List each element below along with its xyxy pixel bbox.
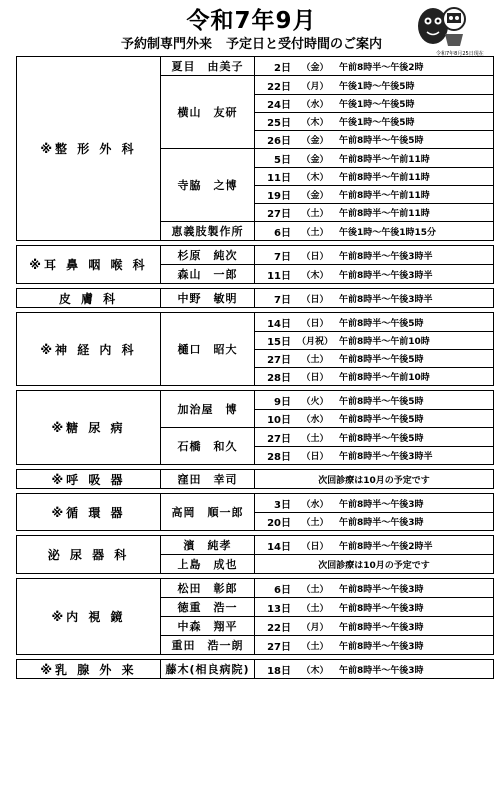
- doctor-row-group: [161, 391, 493, 427]
- doctor-row-group: [161, 148, 493, 221]
- hospital-mascot-logo-icon: [416, 4, 468, 48]
- schedule-time: 午前8時半～午後3時: [339, 603, 424, 614]
- schedule-slots: [255, 76, 493, 148]
- schedule-time: 午前8時半～午後3時: [339, 665, 424, 676]
- schedule-weekday: （金）: [301, 136, 329, 146]
- schedule-time: 午前8時半～午前11時: [339, 209, 430, 219]
- schedule-weekday: （水）: [301, 499, 329, 510]
- schedule-slots: [255, 428, 493, 464]
- schedule-weekday: （火）: [301, 396, 329, 407]
- schedule-weekday: （土）: [301, 603, 329, 614]
- schedule-time: 午前8時半～午後3時: [339, 518, 424, 528]
- schedule-row: [255, 555, 493, 573]
- schedule-slots: [255, 289, 493, 307]
- schedule-time: 午前8時半～午前11時: [339, 173, 430, 183]
- schedule-time: 午前8時半～午後3時: [339, 622, 424, 633]
- schedule-row: [255, 391, 493, 409]
- doctor-row-group: [161, 57, 493, 75]
- schedule-row: [255, 185, 493, 203]
- schedule-time: 午後1時～午後5時: [339, 118, 415, 128]
- doctor-name: 恵義肢製作所: [161, 222, 255, 240]
- schedule-row: [255, 470, 493, 488]
- schedule-time: 午前8時半～午後2時半: [339, 541, 433, 552]
- schedule-slots: [255, 57, 493, 75]
- doctor-list: [161, 470, 493, 488]
- schedule-row: [255, 367, 493, 385]
- schedule-day: 2日: [274, 62, 291, 74]
- department-block: [16, 312, 494, 386]
- doctor-name: 松田 彰郎: [161, 579, 255, 597]
- doctor-row-group: [161, 427, 493, 464]
- department-name: ※耳 鼻 咽 喉 科: [17, 246, 161, 283]
- doctor-name: 藤木(相良病院): [161, 660, 255, 678]
- department-name: ※乳 腺 外 来: [17, 660, 161, 678]
- schedule-day: 5日: [274, 154, 291, 166]
- schedule-time: 午後1時～午後1時15分: [339, 227, 437, 238]
- department-name: ※呼 吸 器: [17, 470, 161, 488]
- schedule-slots: [255, 494, 493, 530]
- doctor-name: 上島 成也: [161, 555, 255, 573]
- schedule-row: [255, 598, 493, 616]
- doctor-name: 濱 純孝: [161, 536, 255, 554]
- schedule-time: 午前8時半～午後5時: [339, 318, 424, 329]
- schedule-day: 9日: [274, 396, 291, 408]
- schedule-slots: [255, 470, 493, 488]
- schedule-day: 27日: [267, 433, 291, 445]
- schedule-day: 28日: [267, 452, 291, 463]
- department-block: [16, 390, 494, 465]
- schedule-row: [255, 112, 493, 130]
- doctor-list: [161, 660, 493, 678]
- schedule-slots: [255, 617, 493, 635]
- department-block: [16, 535, 494, 574]
- schedule-day: 20日: [267, 518, 291, 529]
- doctor-name: 夏目 由美子: [161, 57, 255, 75]
- department-name: ※神 経 内 科: [17, 313, 161, 385]
- schedule-weekday: （土）: [301, 433, 329, 444]
- schedule-slots: [255, 598, 493, 616]
- doctor-name: 窪田 幸司: [161, 470, 255, 488]
- department-name: ※内 視 鏡: [17, 579, 161, 654]
- schedule-day: 10日: [267, 415, 291, 426]
- subtitle-part-a: 予約制専門外来: [120, 37, 212, 52]
- schedule-time: 午前8時半～午後3時半: [339, 251, 433, 262]
- doctor-list: [161, 579, 493, 654]
- schedule-weekday: （日）: [301, 373, 329, 383]
- doctor-row-group: [161, 264, 493, 283]
- schedule-row: [255, 167, 493, 185]
- schedule-weekday: （木）: [301, 118, 329, 128]
- schedule-weekday: （日）: [301, 318, 329, 329]
- department-block: [16, 288, 494, 308]
- schedule-weekday: （土）: [301, 209, 329, 219]
- doctor-row-group: [161, 660, 493, 678]
- schedule-day: 7日: [274, 251, 291, 263]
- schedule-weekday: （金）: [301, 191, 329, 201]
- department-block: [16, 56, 494, 241]
- schedule-weekday: （土）: [301, 227, 329, 238]
- schedule-slots: [255, 246, 493, 264]
- subtitle-part-b: 予定日と受付時間のご案内: [226, 37, 383, 52]
- schedule-day: 19日: [267, 191, 291, 202]
- schedule-time: 午前8時半～午後3時: [339, 499, 424, 510]
- doctor-row-group: [161, 536, 493, 554]
- schedule-row: [255, 579, 493, 597]
- department-name: ※循 環 器: [17, 494, 161, 530]
- schedule-row: [255, 617, 493, 635]
- doctor-row-group: [161, 313, 493, 385]
- doctor-name: 徳重 浩一: [161, 598, 255, 616]
- schedule-time: 午前8時半～午後5時: [339, 415, 424, 425]
- doctor-name: 重田 浩一朗: [161, 636, 255, 654]
- schedule-day: 27日: [267, 355, 291, 366]
- schedule-row: [255, 331, 493, 349]
- schedule-row: [255, 660, 493, 678]
- schedule-weekday: （土）: [301, 518, 329, 528]
- schedule-day: 11日: [267, 173, 291, 184]
- doctor-list: [161, 313, 493, 385]
- schedule-day: 7日: [274, 294, 291, 306]
- doctor-row-group: [161, 246, 493, 264]
- schedule-day: 26日: [267, 136, 291, 147]
- schedule-slots: [255, 660, 493, 678]
- page-title: 令和7年9月: [186, 8, 317, 34]
- schedule-weekday: （金）: [301, 62, 329, 73]
- doctor-row-group: [161, 289, 493, 307]
- schedule-day: 27日: [267, 209, 291, 220]
- schedule-row: [255, 349, 493, 367]
- schedule-row: [255, 289, 493, 307]
- schedule-time: 午前8時半～午後2時: [339, 62, 424, 73]
- schedule-slots: [255, 579, 493, 597]
- schedule-time: 午前8時半～午前10時: [339, 373, 430, 383]
- schedule-slots: [255, 391, 493, 427]
- schedule-table: [16, 56, 494, 679]
- schedule-row: [255, 636, 493, 654]
- schedule-weekday: （月）: [301, 622, 329, 633]
- schedule-time: 午前8時半～午後5時: [339, 396, 424, 407]
- schedule-weekday: （日）: [301, 294, 329, 305]
- schedule-row: [255, 246, 493, 264]
- schedule-day: 14日: [267, 318, 291, 330]
- schedule-weekday: （木）: [301, 665, 329, 676]
- schedule-slots: [255, 636, 493, 654]
- schedule-weekday: （土）: [301, 641, 329, 652]
- schedule-slots: [255, 149, 493, 221]
- schedule-row: [255, 149, 493, 167]
- schedule-time: 午前8時半～午後3時: [339, 641, 424, 652]
- doctor-name: 寺脇 之博: [161, 149, 255, 221]
- schedule-weekday: （水）: [301, 415, 329, 425]
- schedule-weekday: （日）: [301, 251, 329, 262]
- doctor-row-group: [161, 470, 493, 488]
- schedule-day: 14日: [267, 541, 291, 553]
- department-block: [16, 245, 494, 284]
- doctor-row-group: [161, 579, 493, 597]
- doctor-name: 中森 翔平: [161, 617, 255, 635]
- doctor-row-group: [161, 616, 493, 635]
- doctor-row-group: [161, 635, 493, 654]
- schedule-row: [255, 76, 493, 94]
- schedule-day: 15日: [267, 337, 291, 348]
- department-block: [16, 469, 494, 489]
- schedule-weekday: （月）: [301, 81, 329, 92]
- schedule-weekday: （水）: [301, 100, 329, 110]
- doctor-list: [161, 57, 493, 240]
- doctor-row-group: [161, 75, 493, 148]
- doctor-name: 森山 一郎: [161, 265, 255, 283]
- schedule-weekday: （金）: [301, 154, 329, 165]
- schedule-slots: [255, 265, 493, 283]
- schedule-row: [255, 494, 493, 512]
- doctor-name: 加治屋 博: [161, 391, 255, 427]
- schedule-day: 11日: [267, 270, 291, 282]
- schedule-slots: [255, 555, 493, 573]
- doctor-name: 石橋 和久: [161, 428, 255, 464]
- schedule-time: 午前8時半～午後3時: [339, 584, 424, 595]
- schedule-time: 午後1時～午後5時: [339, 81, 415, 92]
- doctor-row-group: [161, 554, 493, 573]
- schedule-day: 25日: [267, 118, 291, 129]
- schedule-row: [255, 428, 493, 446]
- schedule-time: 午前8時半～午前10時: [339, 337, 430, 347]
- schedule-time: 午前8時半～午後3時半: [339, 452, 433, 462]
- doctor-name: 中野 敏明: [161, 289, 255, 307]
- schedule-note: 次回診療は10月の予定です: [318, 560, 430, 571]
- schedule-row: [255, 130, 493, 148]
- schedule-day: 6日: [274, 227, 291, 239]
- schedule-row: [255, 512, 493, 530]
- schedule-slots: [255, 222, 493, 240]
- schedule-row: [255, 94, 493, 112]
- schedule-day: 27日: [267, 641, 291, 653]
- department-name: ※糖 尿 病: [17, 391, 161, 464]
- schedule-weekday: （月祝）: [296, 337, 333, 347]
- department-block: [16, 493, 494, 531]
- schedule-time: 午前8時半～午後5時: [339, 433, 424, 444]
- schedule-row: [255, 57, 493, 75]
- schedule-slots: [255, 536, 493, 554]
- schedule-weekday: （日）: [301, 452, 329, 462]
- schedule-weekday: （木）: [301, 270, 329, 281]
- schedule-weekday: （木）: [301, 173, 329, 183]
- doctor-name: 樋口 昭大: [161, 313, 255, 385]
- doctor-row-group: [161, 494, 493, 530]
- doctor-list: [161, 494, 493, 530]
- department-name: 泌 尿 器 科: [17, 536, 161, 573]
- schedule-row: [255, 222, 493, 240]
- doctor-list: [161, 391, 493, 464]
- schedule-time: 午後1時～午後5時: [339, 100, 415, 110]
- schedule-day: 22日: [267, 81, 291, 93]
- schedule-row: [255, 409, 493, 427]
- doctor-list: [161, 246, 493, 283]
- doctor-list: [161, 536, 493, 573]
- department-name: ※整 形 外 科: [17, 57, 161, 240]
- schedule-weekday: （土）: [301, 355, 329, 365]
- schedule-day: 13日: [267, 603, 291, 615]
- logo-date-caption: 令和7年8月25日現在: [436, 51, 484, 57]
- department-name: 皮 膚 科: [17, 289, 161, 307]
- schedule-row: [255, 313, 493, 331]
- schedule-day: 22日: [267, 622, 291, 634]
- doctor-list: [161, 289, 493, 307]
- schedule-time: 午前8時半～午前11時: [339, 191, 430, 201]
- doctor-name: 高岡 順一郎: [161, 494, 255, 530]
- schedule-time: 午前8時半～午後5時: [339, 136, 424, 146]
- schedule-weekday: （日）: [301, 541, 329, 552]
- schedule-weekday: （土）: [301, 584, 329, 595]
- schedule-time: 午前8時半～午後3時半: [339, 294, 433, 305]
- schedule-day: 3日: [274, 499, 291, 511]
- doctor-row-group: [161, 597, 493, 616]
- department-block: [16, 578, 494, 655]
- schedule-time: 午前8時半～午後3時半: [339, 270, 433, 281]
- schedule-day: 18日: [267, 665, 291, 677]
- department-block: [16, 659, 494, 679]
- schedule-day: 6日: [274, 584, 291, 596]
- schedule-note: 次回診療は10月の予定です: [318, 475, 430, 486]
- schedule-time: 午前8時半～午前11時: [339, 154, 430, 165]
- schedule-row: [255, 265, 493, 283]
- schedule-slots: [255, 313, 493, 385]
- schedule-row: [255, 536, 493, 554]
- schedule-row: [255, 203, 493, 221]
- schedule-day: 28日: [267, 373, 291, 384]
- schedule-time: 午前8時半～午後5時: [339, 355, 424, 365]
- schedule-row: [255, 446, 493, 464]
- schedule-day: 24日: [267, 100, 291, 111]
- doctor-row-group: [161, 221, 493, 240]
- doctor-name: 横山 友研: [161, 76, 255, 148]
- doctor-name: 杉原 純次: [161, 246, 255, 264]
